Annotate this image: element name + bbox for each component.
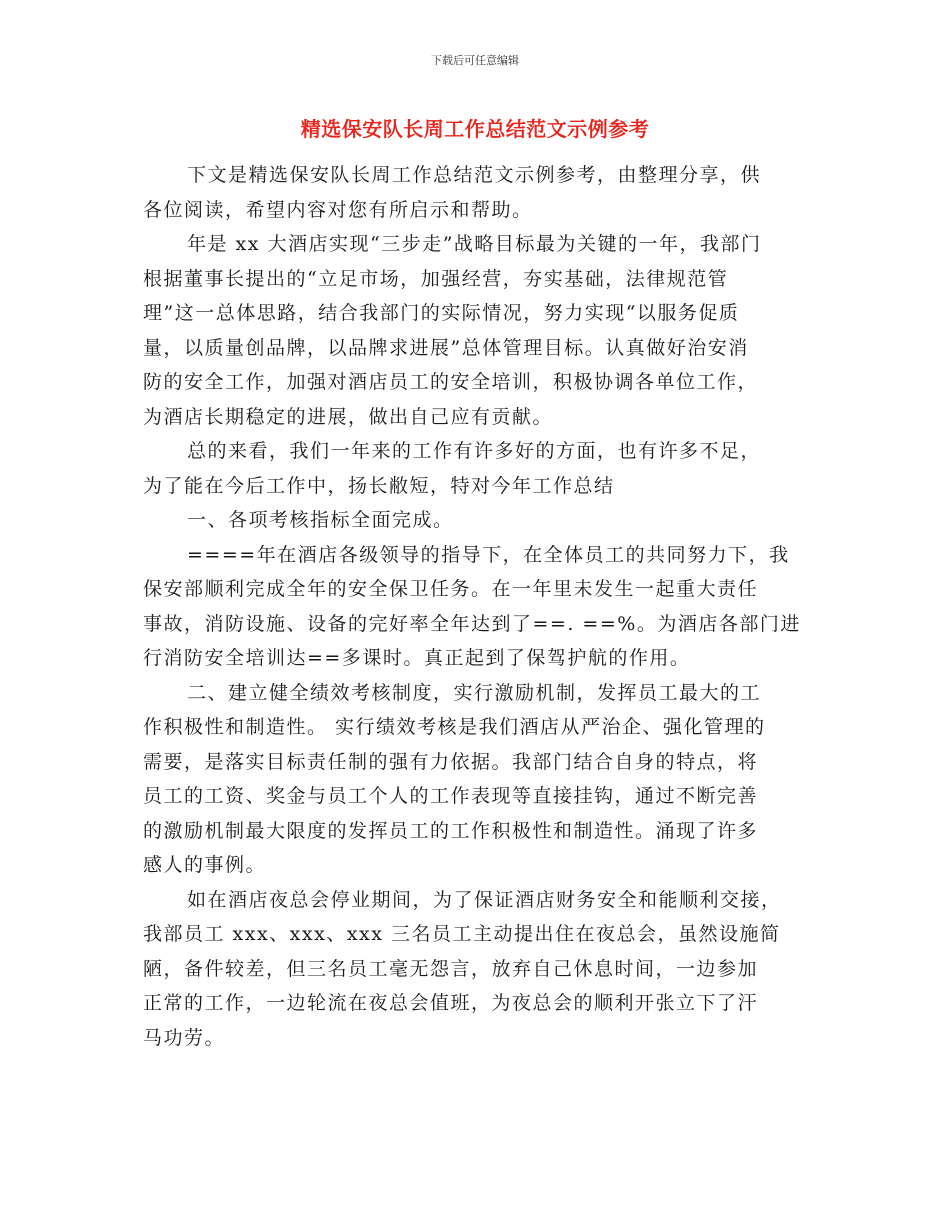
page-header: 下载后可任意编辑	[431, 54, 519, 67]
text-line: 保安部顺利完成全年的安全保卫任务。在一年里未发生一起重大责任	[143, 578, 759, 600]
text-line: 根据董事长提出的“立足市场，加强经营，夯实基础，法律规范管	[143, 267, 729, 290]
text-line: 我部员工 xxx、xxx、xxx 三名员工主动提出住在夜总会，虽然设施简	[143, 923, 781, 945]
text-line: 一、各项考核指标全面完成。	[187, 509, 454, 531]
text-line: 各位阅读，希望内容对您有所启示和帮助。	[143, 198, 533, 221]
text-line: 如在酒店夜总会停业期间，为了保证酒店财务安全和能顺利交接，	[187, 888, 782, 911]
text-line: 行消防安全培训达==多课时。真正起到了保驾护航的作用。	[143, 647, 691, 669]
text-line: 理”这一总体思路，结合我部门的实际情况，努力实现“以服务促质	[143, 302, 740, 324]
text-line: 事故，消防设施、设备的完好率全年达到了==. ==%。为酒店各部门进	[143, 612, 801, 635]
text-line: 总的来看，我们一年来的工作有许多好的方面，也有许多不足，	[187, 440, 762, 462]
text-line: ====年在酒店各级领导的指导下，在全体员工的共同努力下，我	[187, 543, 790, 566]
text-line: 为酒店长期稳定的进展，做出自己应有贡献。	[143, 405, 554, 428]
text-line: 陋，备件较差，但三名员工毫无怨言，放弃自己休息时间，一边参加	[143, 957, 759, 980]
text-line: 年是 xx 大酒店实现“三步走”战略目标最为关键的一年，我部门	[187, 233, 762, 255]
text-line: 为了能在今后工作中，扬长敝短，特对今年工作总结	[143, 474, 615, 497]
document-body	[143, 158, 813, 1055]
text-line: 员工的工资、奖金与员工个人的工作表现等直接挂钩，通过不断完善	[143, 785, 759, 807]
text-line: 作积极性和制造性。 实行绩效考核是我们酒店从严治企、强化管理的	[143, 716, 766, 738]
text-line: 二、建立健全绩效考核制度，实行激励机制，发挥员工最大的工	[187, 681, 762, 704]
text-line: 正常的工作，一边轮流在夜总会值班，为夜总会的顺利开张立下了汗	[143, 992, 759, 1014]
text-line: 马功劳。	[143, 1026, 226, 1049]
text-line: 的激励机制最大限度的发挥员工的工作积极性和制造性。涌现了许多	[143, 819, 759, 842]
text-line: 下文是精选保安队长周工作总结范文示例参考，由整理分享，供	[187, 164, 762, 186]
text-line: 需要，是落实目标责任制的强有力依据。我部门结合自身的特点，将	[143, 750, 759, 773]
document-title: 精选保安队长周工作总结范文示例参考	[300, 117, 650, 141]
text-line: 感人的事例。	[143, 854, 267, 876]
text-line: 防的安全工作，加强对酒店员工的安全培训，积极协调各单位工作，	[143, 371, 759, 393]
text-line: 量，以质量创品牌，以品牌求进展”总体管理目标。认真做好治安消	[143, 336, 749, 359]
